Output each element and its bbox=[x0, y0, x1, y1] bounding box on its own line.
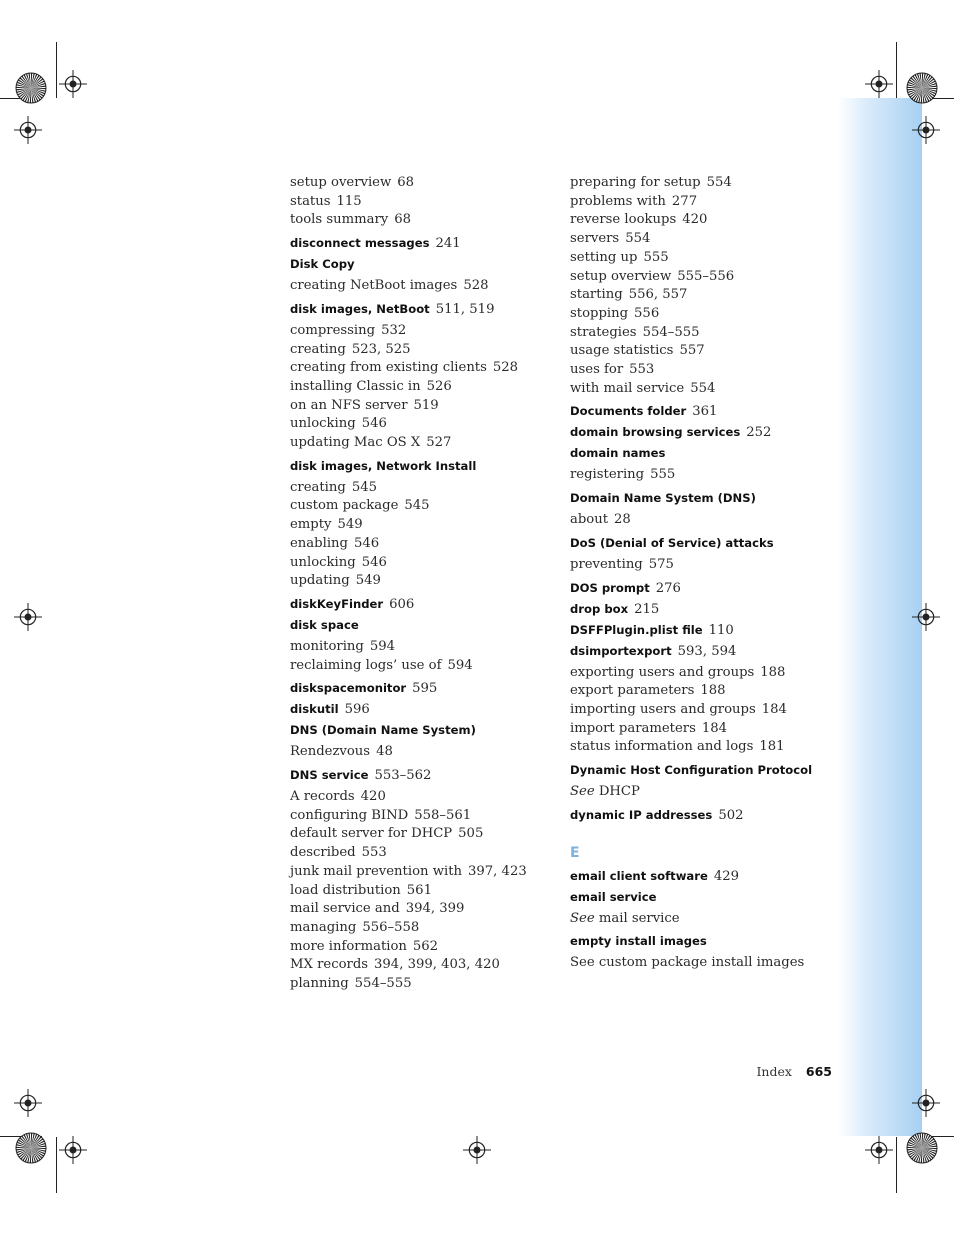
entry-page-numbers: 557 bbox=[679, 343, 705, 359]
entry-term: DNS (Domain Name System) bbox=[290, 723, 476, 738]
entry-page-numbers: 420 bbox=[360, 789, 386, 805]
entry-page-numbers: 546 bbox=[353, 535, 380, 551]
index-subentry bbox=[290, 479, 560, 498]
entry-page-numbers: 188 bbox=[760, 664, 786, 680]
entry-term: DOS prompt bbox=[570, 580, 650, 595]
entry-page-numbers: 277 bbox=[671, 193, 698, 209]
see-target: mail service bbox=[598, 910, 680, 926]
entry-page-numbers: 594 bbox=[447, 657, 473, 673]
entry-term: managing bbox=[290, 919, 357, 935]
index-subentry bbox=[290, 882, 560, 901]
registration-mark-icon bbox=[907, 598, 945, 636]
entry-page-numbers: 528 bbox=[463, 278, 489, 294]
entry-page-numbers: 593, 594 bbox=[677, 643, 737, 659]
entry-term: compressing bbox=[290, 322, 376, 338]
entry-term: email client software bbox=[570, 868, 708, 883]
index-see-reference bbox=[570, 783, 835, 802]
entry-term: more information bbox=[290, 938, 407, 954]
index-subentry bbox=[290, 322, 560, 341]
entry-page-numbers: 549 bbox=[355, 573, 381, 589]
index-heading bbox=[570, 623, 835, 638]
entry-page-numbers: 545 bbox=[404, 498, 430, 514]
index-subentry bbox=[290, 193, 560, 212]
entry-term: Disk Copy bbox=[290, 257, 355, 272]
index-subentry bbox=[570, 174, 835, 193]
entry-term: DoS (Denial of Service) attacks bbox=[570, 535, 774, 550]
entry-page-numbers: 215 bbox=[634, 601, 660, 617]
entry-term: creating bbox=[290, 341, 346, 357]
section-letter: E bbox=[570, 844, 580, 861]
index-subentry bbox=[290, 415, 560, 434]
entry-term: load distribution bbox=[290, 882, 401, 898]
index-subentry bbox=[290, 900, 560, 919]
entry-page-numbers: 511, 519 bbox=[435, 301, 495, 317]
index-heading bbox=[290, 618, 560, 633]
entry-term: preparing for setup bbox=[570, 175, 701, 190]
entry-term: dynamic IP addresses bbox=[570, 807, 713, 822]
entry-term: servers bbox=[570, 231, 620, 247]
star-target-icon bbox=[906, 72, 938, 104]
index-subentry bbox=[290, 825, 560, 844]
index-subentry bbox=[290, 554, 560, 573]
entry-term: unlocking bbox=[290, 416, 356, 432]
entry-term: described bbox=[290, 845, 356, 861]
entry-term: updating bbox=[290, 573, 350, 589]
entry-term: strategies bbox=[570, 324, 637, 340]
index-subentry bbox=[570, 193, 835, 212]
entry-term: email service bbox=[570, 889, 657, 904]
index-subentry bbox=[570, 511, 835, 530]
index-subentry bbox=[290, 956, 560, 975]
registration-mark-icon bbox=[9, 1084, 47, 1122]
entry-page-numbers: 555–556 bbox=[677, 268, 735, 284]
index-subentry bbox=[290, 938, 560, 957]
entry-page-numbers: 115 bbox=[336, 193, 362, 209]
index-subentry bbox=[570, 249, 835, 268]
index-heading bbox=[570, 808, 835, 823]
star-target-icon bbox=[906, 1132, 938, 1164]
index-heading bbox=[290, 723, 560, 738]
index-subentry bbox=[570, 324, 835, 343]
entry-page-numbers: 526 bbox=[426, 378, 452, 394]
index-subentry bbox=[570, 701, 835, 720]
entry-page-numbers: 562 bbox=[412, 938, 439, 954]
entry-term: status bbox=[290, 193, 331, 209]
entry-term: monitoring bbox=[290, 638, 364, 654]
index-heading bbox=[570, 536, 835, 551]
index-subentry bbox=[570, 361, 835, 380]
entry-term: setup overview bbox=[570, 268, 672, 284]
entry-term: Rendezvous bbox=[290, 744, 371, 760]
registration-mark-icon bbox=[907, 111, 945, 149]
index-subentry bbox=[570, 286, 835, 305]
entry-term: Dynamic Host Configuration Protocol bbox=[570, 763, 813, 778]
index-heading bbox=[290, 302, 560, 317]
entry-term: enabling bbox=[290, 535, 348, 551]
entry-term: stopping bbox=[570, 305, 629, 321]
registration-mark-icon bbox=[9, 598, 47, 636]
entry-term: Domain Name System (DNS) bbox=[570, 491, 756, 506]
entry-page-numbers: 594 bbox=[369, 638, 396, 654]
see-label: See bbox=[570, 784, 595, 800]
entry-page-numbers: 555 bbox=[650, 467, 676, 483]
index-subentry bbox=[290, 638, 560, 657]
entry-page-numbers: 555 bbox=[643, 249, 669, 265]
index-heading bbox=[570, 581, 835, 596]
entry-term: empty install images bbox=[570, 934, 707, 949]
entry-term: problems with bbox=[570, 193, 666, 209]
index-see-reference bbox=[570, 910, 835, 929]
entry-term: setup overview bbox=[290, 175, 392, 190]
index-subentry bbox=[290, 174, 560, 193]
index-subentry bbox=[570, 664, 835, 683]
entry-term: mail service and bbox=[290, 901, 400, 917]
entry-term: junk mail prevention with bbox=[290, 863, 462, 879]
index-heading bbox=[290, 257, 560, 272]
index-heading bbox=[290, 768, 560, 783]
entry-page-numbers: 68 bbox=[397, 175, 415, 190]
see-target: DHCP bbox=[598, 784, 640, 800]
entry-term: diskspacemonitor bbox=[290, 681, 407, 696]
entry-term: setting up bbox=[570, 249, 638, 265]
index-subentry bbox=[290, 919, 560, 938]
entry-page-numbers: 556 bbox=[634, 305, 660, 321]
entry-term: creating from existing clients bbox=[290, 360, 487, 376]
index-subentry bbox=[570, 954, 835, 973]
index-heading bbox=[570, 446, 835, 461]
entry-term: diskKeyFinder bbox=[290, 596, 384, 611]
entry-page-numbers: 28 bbox=[614, 512, 631, 528]
entry-page-numbers: 276 bbox=[655, 580, 681, 596]
index-heading bbox=[290, 702, 560, 717]
entry-term: domain browsing services bbox=[570, 425, 741, 440]
entry-page-numbers: 554–555 bbox=[354, 976, 412, 992]
entry-page-numbers: 528 bbox=[492, 360, 519, 376]
entry-term: custom package bbox=[290, 498, 399, 514]
entry-term: uses for bbox=[570, 362, 624, 378]
index-subentry bbox=[290, 535, 560, 554]
entry-page-numbers: 188 bbox=[700, 683, 726, 699]
entry-term: installing Classic in bbox=[290, 378, 421, 394]
entry-term: disk images, Network Install bbox=[290, 458, 477, 473]
see-label: See bbox=[570, 910, 595, 926]
index-column-left bbox=[290, 174, 560, 994]
index-subentry bbox=[290, 434, 560, 453]
entry-page-numbers: 549 bbox=[337, 517, 363, 533]
entry-term: planning bbox=[290, 976, 349, 992]
registration-mark-icon bbox=[458, 1131, 496, 1169]
index-subentry bbox=[290, 788, 560, 807]
registration-mark-icon bbox=[54, 65, 92, 103]
entry-page-numbers: 394, 399, 403, 420 bbox=[374, 957, 500, 973]
entry-page-numbers: 519 bbox=[413, 397, 439, 413]
entry-page-numbers: 502 bbox=[718, 807, 744, 823]
star-target-icon bbox=[15, 72, 47, 104]
entry-term: status information and logs bbox=[570, 739, 754, 755]
entry-page-numbers: 553 bbox=[361, 845, 387, 861]
entry-page-numbers: 527 bbox=[426, 435, 452, 451]
entry-page-numbers: 553 bbox=[629, 362, 655, 378]
entry-term: domain names bbox=[570, 446, 666, 461]
entry-page-numbers: 523, 525 bbox=[351, 341, 411, 357]
entry-page-numbers: 184 bbox=[761, 701, 787, 717]
entry-page-numbers: 556–558 bbox=[362, 919, 420, 935]
entry-page-numbers: 420 bbox=[682, 212, 708, 228]
registration-mark-icon bbox=[860, 65, 898, 103]
entry-page-numbers: 546 bbox=[361, 416, 387, 432]
entry-term: drop box bbox=[570, 601, 629, 616]
entry-page-numbers: 596 bbox=[344, 702, 370, 718]
entry-page-numbers: 110 bbox=[708, 622, 734, 638]
registration-mark-icon bbox=[860, 1131, 898, 1169]
entry-term: default server for DHCP bbox=[290, 826, 453, 842]
entry-page-numbers: 545 bbox=[351, 479, 377, 495]
index-heading bbox=[290, 459, 560, 474]
index-heading bbox=[570, 869, 835, 884]
index-heading bbox=[570, 890, 835, 905]
index-subentry bbox=[570, 230, 835, 249]
entry-term: importing users and groups bbox=[570, 701, 756, 717]
entry-term: DNS service bbox=[290, 768, 369, 783]
entry-term: Documents folder bbox=[570, 404, 687, 419]
entry-term: dsimportexport bbox=[570, 643, 672, 658]
index-subentry bbox=[290, 807, 560, 826]
entry-page-numbers: 575 bbox=[648, 556, 674, 572]
page-number: 665 bbox=[805, 1064, 832, 1079]
entry-term: disk space bbox=[290, 617, 359, 632]
entry-term: disk images, NetBoot bbox=[290, 301, 430, 316]
footer-label: Index bbox=[756, 1064, 792, 1079]
index-subentry bbox=[570, 380, 835, 399]
index-subentry bbox=[290, 497, 560, 516]
index-subentry bbox=[290, 359, 560, 378]
index-heading bbox=[570, 934, 835, 949]
entry-term: disconnect messages bbox=[290, 236, 430, 251]
entry-term: registering bbox=[570, 467, 645, 483]
index-heading bbox=[290, 597, 560, 612]
index-subentry bbox=[290, 277, 560, 296]
entry-page-numbers: 68 bbox=[394, 212, 412, 228]
entry-page-numbers: 556, 557 bbox=[628, 287, 688, 303]
entry-term: with mail service bbox=[570, 380, 685, 396]
entry-page-numbers: 554 bbox=[690, 380, 716, 396]
index-subentry bbox=[290, 975, 560, 994]
entry-page-numbers: 554–555 bbox=[642, 324, 700, 340]
entry-term: See custom package install images bbox=[570, 955, 805, 971]
entry-term: import parameters bbox=[570, 720, 696, 736]
index-subentry bbox=[290, 743, 560, 762]
entry-term: usage statistics bbox=[570, 343, 674, 359]
entry-page-numbers: 532 bbox=[381, 322, 407, 338]
index-heading bbox=[290, 681, 560, 696]
index-subentry bbox=[570, 682, 835, 701]
index-subentry bbox=[570, 342, 835, 361]
index-subentry bbox=[290, 516, 560, 535]
entry-term: tools summary bbox=[290, 212, 389, 228]
entry-term: reclaiming logs’ use of bbox=[290, 657, 442, 673]
index-heading bbox=[570, 425, 835, 440]
entry-term: MX records bbox=[290, 957, 369, 973]
index-subentry bbox=[290, 397, 560, 416]
entry-term: export parameters bbox=[570, 683, 695, 699]
index-subentry bbox=[290, 844, 560, 863]
entry-term: configuring BIND bbox=[290, 807, 409, 823]
entry-term: empty bbox=[290, 517, 332, 533]
index-subentry bbox=[570, 305, 835, 324]
index-subentry bbox=[570, 211, 835, 230]
entry-page-numbers: 361 bbox=[692, 404, 718, 420]
index-subentry bbox=[570, 556, 835, 575]
entry-page-numbers: 558–561 bbox=[414, 807, 472, 823]
entry-page-numbers: 241 bbox=[435, 236, 461, 252]
index-subentry bbox=[290, 657, 560, 676]
entry-page-numbers: 606 bbox=[389, 596, 415, 612]
entry-page-numbers: 554 bbox=[625, 231, 651, 247]
entry-page-numbers: 505 bbox=[458, 826, 484, 842]
entry-term: reverse lookups bbox=[570, 212, 677, 228]
index-subentry bbox=[290, 211, 560, 230]
index-heading bbox=[570, 763, 835, 778]
page-footer bbox=[700, 1063, 832, 1081]
index-heading bbox=[570, 404, 835, 419]
entry-page-numbers: 48 bbox=[376, 744, 393, 760]
entry-page-numbers: 554 bbox=[706, 175, 732, 190]
index-subentry bbox=[570, 720, 835, 739]
index-subentry bbox=[570, 738, 835, 757]
registration-mark-icon bbox=[907, 1084, 945, 1122]
entry-page-numbers: 429 bbox=[713, 868, 740, 884]
index-heading bbox=[570, 602, 835, 617]
entry-page-numbers: 553–562 bbox=[374, 768, 432, 784]
entry-term: exporting users and groups bbox=[570, 664, 755, 680]
entry-term: diskutil bbox=[290, 702, 339, 717]
index-subentry bbox=[290, 863, 560, 882]
entry-page-numbers: 394, 399 bbox=[405, 901, 465, 917]
entry-term: A records bbox=[290, 789, 355, 805]
index-column-right bbox=[570, 174, 835, 973]
entry-page-numbers: 252 bbox=[746, 425, 772, 441]
index-heading bbox=[570, 644, 835, 659]
registration-mark-icon bbox=[54, 1131, 92, 1169]
entry-term: updating Mac OS X bbox=[290, 435, 421, 451]
entry-page-numbers: 184 bbox=[701, 720, 728, 736]
entry-page-numbers: 181 bbox=[759, 739, 785, 755]
index-subentry bbox=[290, 341, 560, 360]
index-heading bbox=[570, 491, 835, 506]
entry-page-numbers: 561 bbox=[406, 882, 432, 898]
entry-page-numbers: 546 bbox=[361, 554, 387, 570]
entry-term: DSFFPlugin.plist file bbox=[570, 622, 703, 637]
index-subentry bbox=[290, 572, 560, 591]
index-subentry bbox=[570, 466, 835, 485]
entry-term: about bbox=[570, 512, 609, 528]
entry-term: preventing bbox=[570, 556, 643, 572]
entry-page-numbers: 595 bbox=[412, 681, 438, 697]
entry-term: creating bbox=[290, 479, 346, 495]
entry-term: creating NetBoot images bbox=[290, 278, 458, 294]
index-heading bbox=[290, 236, 560, 251]
entry-term: unlocking bbox=[290, 554, 356, 570]
entry-term: on an NFS server bbox=[290, 397, 408, 413]
entry-term: starting bbox=[570, 287, 623, 303]
index-subentry bbox=[290, 378, 560, 397]
index-subentry bbox=[570, 268, 835, 287]
registration-mark-icon bbox=[9, 111, 47, 149]
star-target-icon bbox=[15, 1132, 47, 1164]
entry-page-numbers: 397, 423 bbox=[468, 863, 527, 879]
